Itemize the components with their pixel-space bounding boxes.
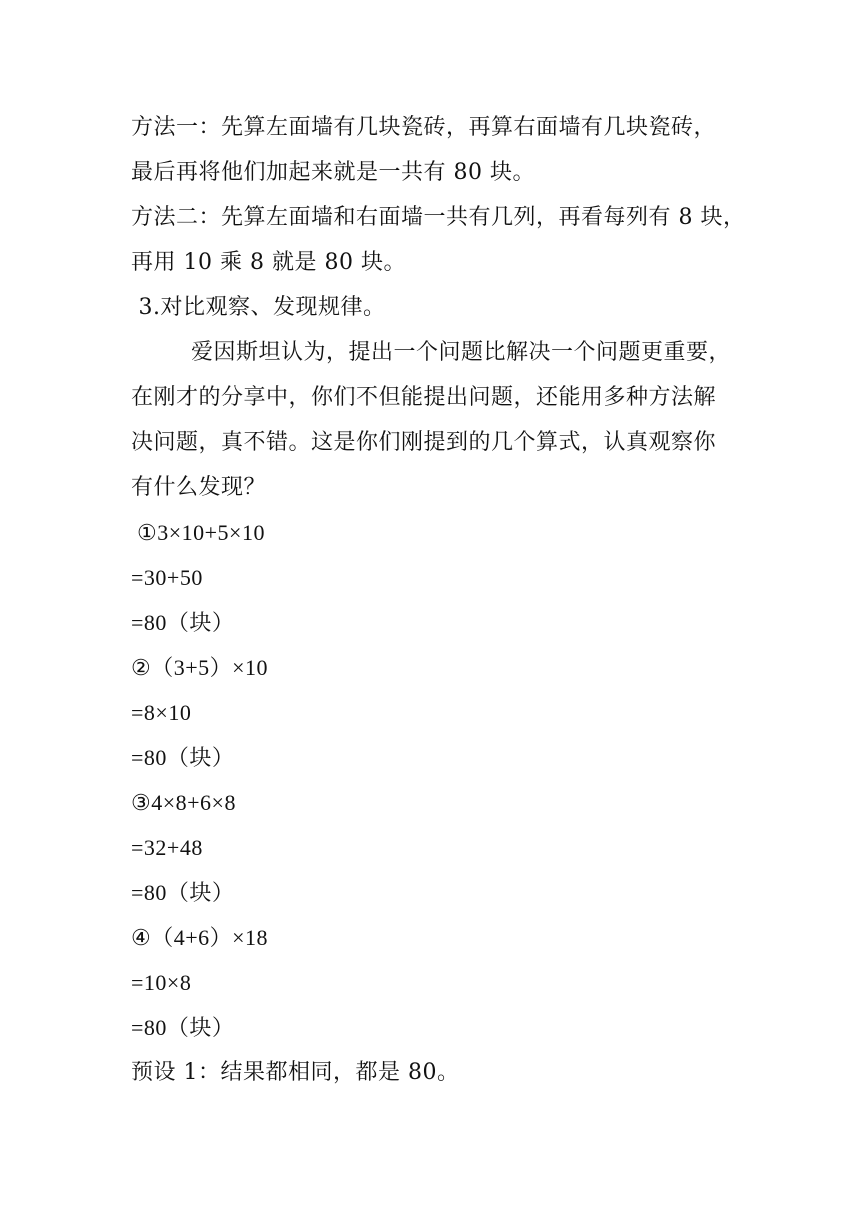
formula-1-line-1: ①3×10+5×10 xyxy=(131,520,265,545)
formula-4-line-3: =80（块） xyxy=(131,1015,235,1040)
formula-3-line-1: ③4×8+6×8 xyxy=(131,790,236,815)
method-two-line-2: 再用 10 乘 8 就是 80 块。 xyxy=(131,250,406,275)
paragraph-line-2: 在刚才的分享中，你们不但能提出问题，还能用多种方法解 xyxy=(131,385,717,410)
method-one-line-2: 最后再将他们加起来就是一共有 80 块。 xyxy=(131,160,535,185)
preset-line: 预设 1：结果都相同，都是 80。 xyxy=(131,1060,460,1085)
formula-1-line-2: =30+50 xyxy=(131,565,203,590)
paragraph-line-3: 决问题，真不错。这是你们刚提到的几个算式，认真观察你 xyxy=(131,430,717,455)
formula-2-line-3: =80（块） xyxy=(131,745,235,770)
formula-3-line-2: =32+48 xyxy=(131,835,203,860)
paragraph-line-1: 爱因斯坦认为，提出一个问题比解决一个问题更重要， xyxy=(131,340,731,365)
formula-2-line-1: ②（3+5）×10 xyxy=(131,655,269,680)
formula-1-line-3: =80（块） xyxy=(131,610,235,635)
method-one-line-1: 方法一：先算左面墙有几块瓷砖，再算右面墙有几块瓷砖， xyxy=(131,115,717,140)
formula-2-line-2: =8×10 xyxy=(131,700,192,725)
formula-3-line-3: =80（块） xyxy=(131,880,235,905)
paragraph-line-4: 有什么发现？ xyxy=(131,475,267,500)
formula-4-line-2: =10×8 xyxy=(131,970,192,995)
section-heading: 3.对比观察、发现规律。 xyxy=(131,295,386,320)
formula-4-line-1: ④（4+6）×18 xyxy=(131,925,269,950)
method-two-line-1: 方法二：先算左面墙和右面墙一共有几列，再看每列有 8 块， xyxy=(131,205,746,230)
